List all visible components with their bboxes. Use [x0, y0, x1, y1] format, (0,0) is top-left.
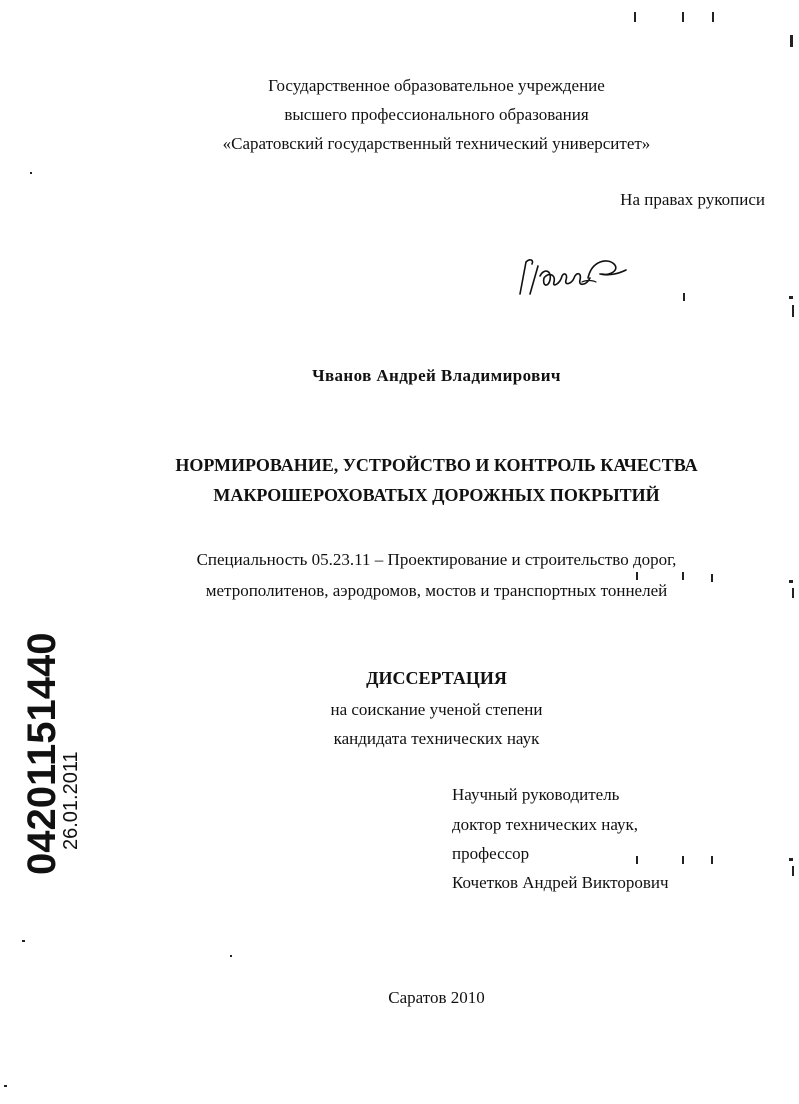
supervisor-role: Научный руководитель — [452, 785, 620, 804]
scan-mark — [682, 572, 684, 580]
scan-mark — [230, 955, 232, 957]
institution-line-2: высшего профессионального образования — [284, 105, 589, 124]
city-year: Саратов 2010 — [388, 988, 485, 1007]
institution-line-3: «Саратовский государственный технический университет» — [222, 134, 651, 153]
degree-line-1: на соискание ученой степени — [330, 700, 543, 719]
scan-mark — [789, 296, 793, 299]
scan-mark — [634, 12, 636, 22]
scan-mark — [636, 856, 638, 864]
scan-mark — [711, 856, 713, 864]
scan-mark — [790, 35, 793, 47]
specialty-line-2: метрополитенов, аэродромов, мостов и транспортных тоннелей — [205, 581, 668, 600]
dissertation-title-line-2: МАКРОШЕРОХОВАТЫХ ДОРОЖНЫХ ПОКРЫТИЙ — [213, 485, 660, 505]
author-signature — [512, 250, 632, 300]
supervisor-degree: доктор технических наук, — [452, 815, 639, 834]
scan-mark — [4, 1085, 7, 1087]
scan-mark — [636, 572, 638, 580]
library-stamp-number: 04201151440 — [20, 632, 64, 875]
manuscript-note: На правах рукописи — [620, 190, 765, 209]
supervisor-name: Кочетков Андрей Викторович — [452, 873, 669, 892]
institution-line-1: Государственное образовательное учреждение — [268, 76, 605, 95]
degree-line-2: кандидата технических наук — [333, 729, 540, 748]
scan-mark — [792, 305, 794, 317]
author-name: Чванов Андрей Владимирович — [312, 366, 561, 385]
scan-mark — [712, 12, 714, 22]
dissertation-title-line-1: НОРМИРОВАНИЕ, УСТРОЙСТВО И КОНТРОЛЬ КАЧЕСТВА — [175, 455, 698, 475]
scan-mark — [30, 172, 32, 174]
scan-mark — [789, 858, 793, 861]
scan-mark — [683, 293, 685, 301]
supervisor-rank: профессор — [452, 844, 530, 863]
library-stamp-date: 26.01.2011 — [60, 751, 82, 850]
scan-mark — [682, 856, 684, 864]
dissertation-type: ДИССЕРТАЦИЯ — [366, 668, 507, 688]
scan-mark — [22, 940, 25, 942]
specialty-line-1: Специальность 05.23.11 – Проектирование и строительство дорог, — [196, 550, 677, 569]
scan-mark — [792, 866, 794, 876]
scan-mark — [682, 12, 684, 22]
